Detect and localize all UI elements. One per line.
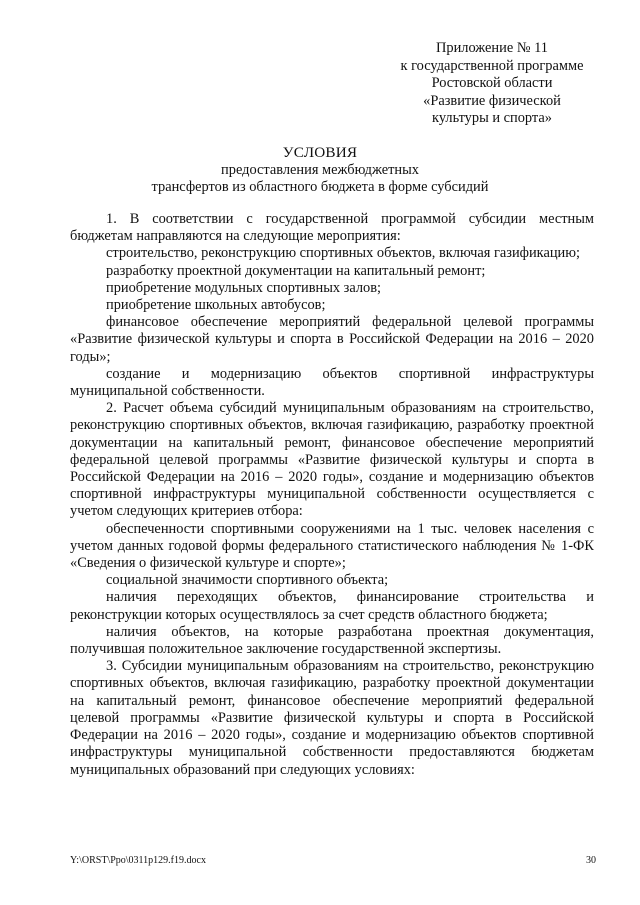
document-subtitle: трансфертов из областного бюджета в форме субсидий xyxy=(151,179,489,195)
paragraph: обеспеченности спортивными сооружениями на 1 тыс. человек населения с учетом данных годовой формы федерального статистического наблюдения № 1-ФК «Сведения о физической культуре и спорте»; xyxy=(70,520,594,572)
paragraph: создание и модернизацию объектов спортивной инфраструктуры муниципальной собственности. xyxy=(70,365,594,400)
paragraph: строительство, реконструкцию спортивных объектов, включая газификацию; xyxy=(106,245,580,262)
document-heading xyxy=(0,144,640,196)
paragraph: 3. Субсидии муниципальным образованиям на строительство, реконструкцию спортивных объектов, включая газификацию, разработку проектной документации на капитальный ремонт, финансовое обеспечение мероприятий федеральной целевой программы «Развитие физической культуры и спорта в Российской Федерации на 2016 – 2020 годы», создание и модернизацию объектов спортивной инфраструктуры муниципальной собственности предоставляются бюджетам муниципальных образований при следующих условиях: xyxy=(70,658,594,778)
footer-file-path: Y:\ORST\Ppo\0311p129.f19.docx xyxy=(70,855,206,866)
paragraph: наличия объектов, на которые разработана проектная документация, получившая положительное заключение государственной экспертизы. xyxy=(70,623,594,658)
document-title: УСЛОВИЯ xyxy=(282,144,358,161)
appendix-line: к государственной программе xyxy=(400,57,584,74)
appendix-line: Ростовской области xyxy=(431,75,553,92)
page-number: 30 xyxy=(586,855,596,866)
paragraph: 1. В соответствии с государственной программой субсидии местным бюджетам направляются на следующие мероприятия: xyxy=(70,211,594,245)
appendix-note xyxy=(392,40,592,128)
paragraph: социальной значимости спортивного объекта; xyxy=(106,572,389,589)
appendix-line: «Развитие физической xyxy=(423,92,561,109)
paragraph: приобретение модульных спортивных залов; xyxy=(106,279,382,296)
paragraph: разработку проектной документации на капитальный ремонт; xyxy=(106,262,486,279)
paragraph: наличия переходящих объектов, финансирование строительства и реконструкции которых осуществлялось за счет средств областного бюджета; xyxy=(70,589,594,623)
document-body xyxy=(70,211,594,779)
paragraph: 2. Расчет объема субсидий муниципальным образованиям на строительство, реконструкцию спортивных объектов, включая газификацию, разработку проектной документации на капитальный ремонт, финансовое обеспечение мероприятий федеральной целевой программы «Развитие физической культуры и спорта в Российской Федерации на 2016 – 2020 годы», создание и модернизацию объектов спортивной инфраструктуры муниципальной собственности осуществляется с учетом следующих критериев отбора: xyxy=(70,400,594,520)
paragraph: приобретение школьных автобусов; xyxy=(106,297,326,314)
appendix-line: Приложение № 11 xyxy=(435,40,549,56)
paragraph: финансовое обеспечение мероприятий федеральной целевой программы «Развитие физической культуры и спорта в Российской Федерации на 2016 – 2020 годы»; xyxy=(70,314,594,365)
document-subtitle: предоставления межбюджетных xyxy=(221,162,419,178)
appendix-line: культуры и спорта» xyxy=(432,110,552,127)
